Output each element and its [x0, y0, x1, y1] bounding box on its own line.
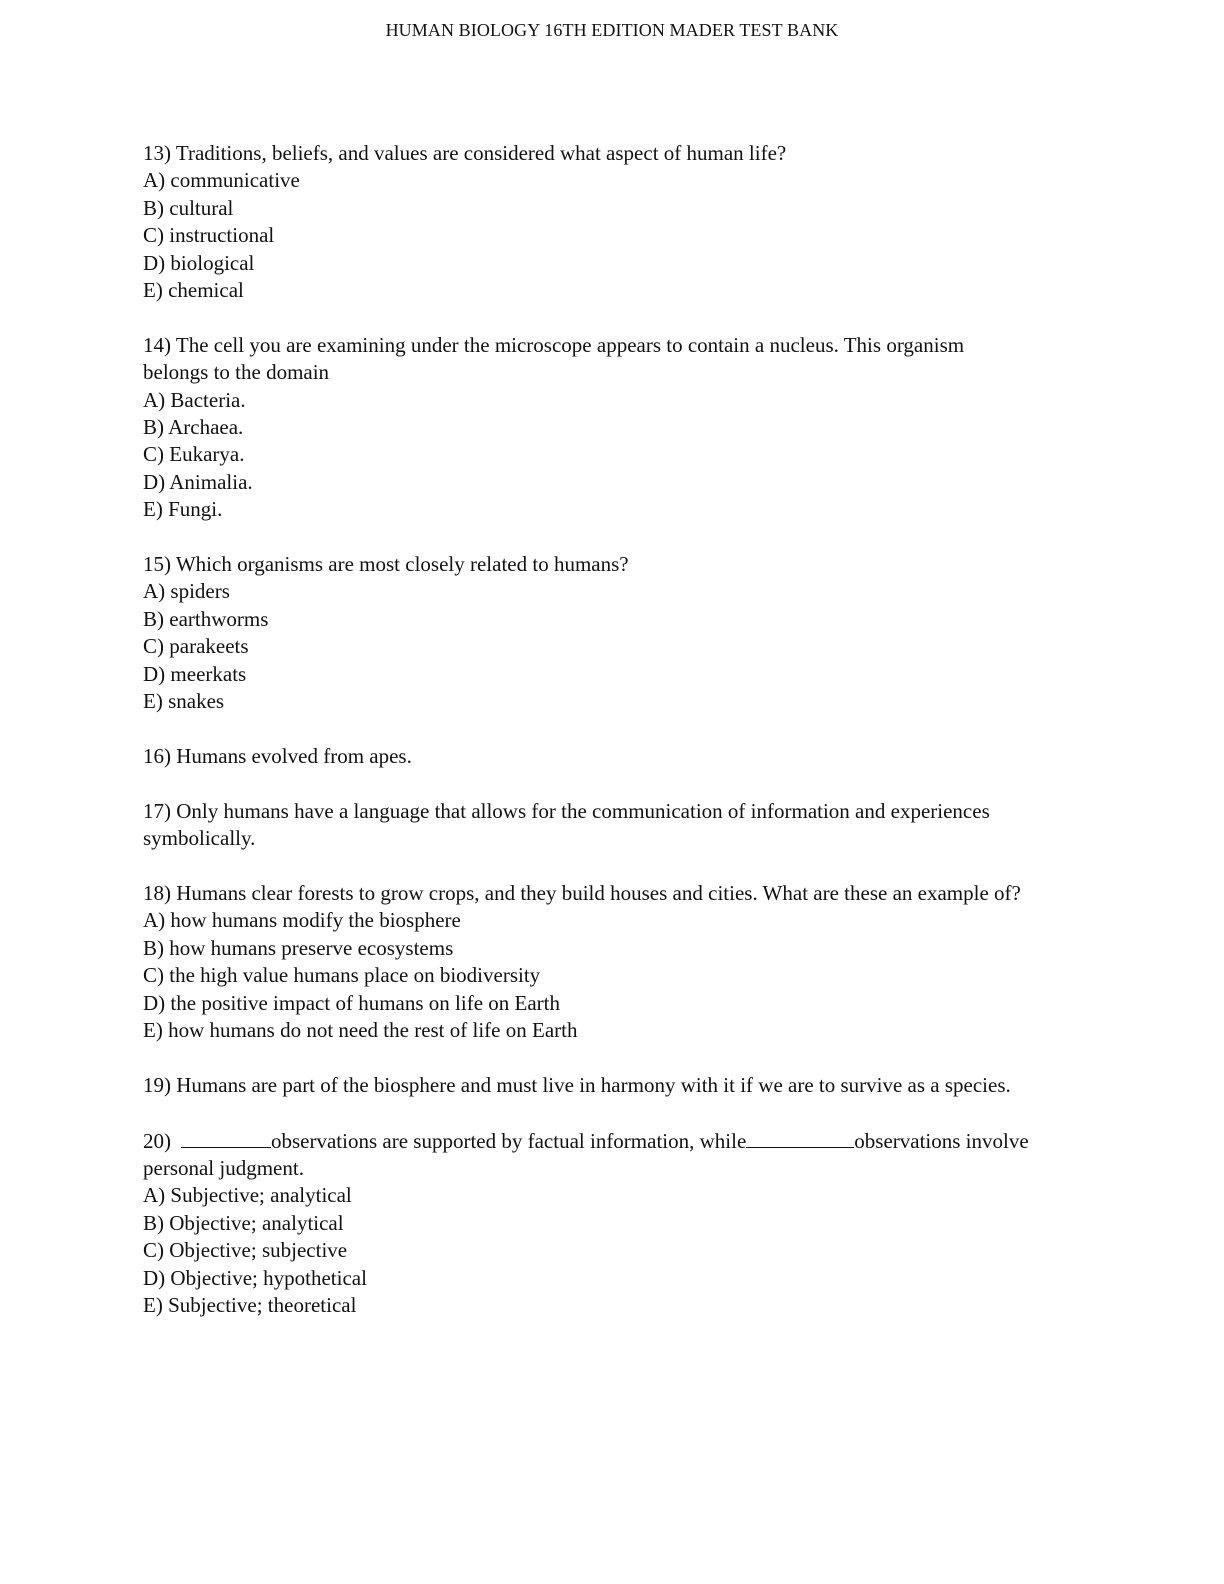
- answer-option: B) how humans preserve ecosystems: [143, 935, 454, 960]
- answer-option: E) how humans do not need the rest of life on Earth: [143, 1017, 578, 1042]
- answer-option: A) how humans modify the biosphere: [143, 908, 461, 933]
- answer-option: D) the positive impact of humans on life on Earth: [143, 990, 560, 1015]
- answer-option: A) spiders: [143, 579, 230, 604]
- answer-option: A) Bacteria.: [143, 387, 246, 412]
- answer-option: D) biological: [143, 250, 255, 275]
- answer-option: B) Objective; analytical: [143, 1210, 344, 1235]
- question-list: [143, 140, 1063, 1347]
- answer-option: C) instructional: [143, 223, 275, 248]
- answer-option: B) cultural: [143, 195, 234, 220]
- answer-option: C) Objective; subjective: [143, 1238, 348, 1263]
- question-stem: 14) The cell you are examining under the microscope appears to contain a nucleus. This organism belongs to the domain: [143, 332, 965, 385]
- question-stem: 16) Humans evolved from apes.: [143, 743, 412, 768]
- page-header: HUMAN BIOLOGY 16TH EDITION MADER TEST BANK: [385, 20, 839, 40]
- question-stem: [143, 1127, 1063, 1183]
- question-number: 20): [143, 1128, 171, 1153]
- question-stem: 19) Humans are part of the biosphere and must live in harmony with it if we are to survive as a species.: [143, 1072, 1011, 1097]
- question-stem: 13) Traditions, beliefs, and values are considered what aspect of human life?: [143, 141, 787, 165]
- question-17: [143, 798, 1063, 853]
- answer-option: E) Fungi.: [143, 497, 223, 522]
- answer-option: A) Subjective; analytical: [143, 1183, 352, 1208]
- answer-option: D) Animalia.: [143, 469, 253, 494]
- answer-option: B) earthworms: [143, 606, 269, 631]
- question-19: [143, 1072, 1063, 1099]
- answer-option: B) Archaea.: [143, 415, 244, 440]
- answer-option: D) Objective; hypothetical: [143, 1265, 367, 1290]
- question-16: [143, 743, 1063, 770]
- question-15: [143, 551, 1063, 715]
- question-stem: 18) Humans clear forests to grow crops, and they build houses and cities. What are these an example of?: [143, 880, 1021, 905]
- question-14: [143, 332, 1063, 524]
- question-18: [143, 880, 1063, 1044]
- question-stem: 15) Which organisms are most closely related to humans?: [143, 552, 629, 577]
- fill-in-blank: [746, 1127, 854, 1148]
- answer-option: E) snakes: [143, 689, 225, 714]
- stem-part-1: observations are supported by factual information, while: [271, 1128, 747, 1153]
- stem-part-2: observations involve personal judgment.: [143, 1128, 1029, 1180]
- answer-option: C) the high value humans place on biodiversity: [143, 963, 541, 988]
- answer-option: D) meerkats: [143, 661, 247, 686]
- answer-option: E) Subjective; theoretical: [143, 1292, 357, 1317]
- question-13: [143, 140, 1063, 304]
- answer-option: C) Eukarya.: [143, 442, 245, 467]
- answer-option: A) communicative: [143, 168, 300, 193]
- fill-in-blank: [181, 1127, 271, 1148]
- answer-option: C) parakeets: [143, 634, 249, 659]
- question-20: [143, 1127, 1063, 1320]
- answer-option: E) chemical: [143, 278, 244, 303]
- question-stem: 17) Only humans have a language that allows for the communication of information and experiences symbolically.: [143, 798, 990, 851]
